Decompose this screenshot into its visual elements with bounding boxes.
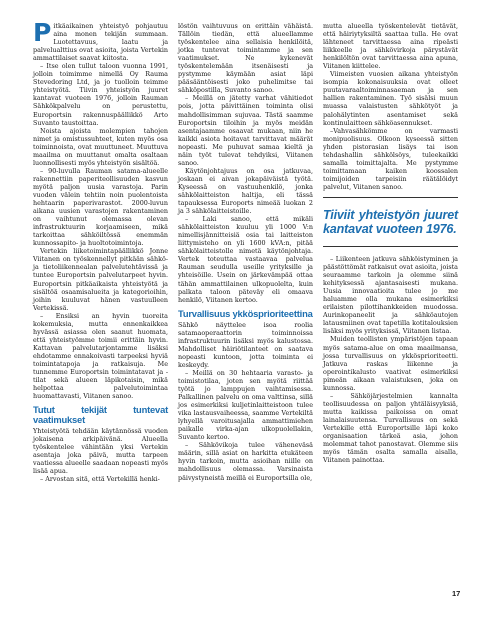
paragraph: Sähkö näyttelee isoa roolia satamaoperaattorin toiminnoissa infrastruktuurin lisäksi myös kalustossa. Mahdolliset häiriötilanteet on saatava nopeasti kuntoon, jotta toiminta ei keskeydy.	[178, 320, 313, 369]
page-number: 17	[452, 589, 461, 598]
paragraph: Käytönjohtajuus on osa jatkuvaa, joskaan ei aivan jokapäiväistä työtä. Kyseessä on vastuuhenkilö, jonka sähkölaitteiston haltija, eli tässä tapauksessa Euroports nimeää luokan 2 ja 3 sähkölaitteistoille.	[178, 166, 313, 216]
lead-paragraph	[33, 18, 168, 63]
quote-rule-top	[323, 197, 458, 198]
article-column-2	[178, 22, 313, 482]
subheading: Tutut tekijät tuntevat vaatimukset	[33, 404, 168, 426]
paragraph: – Arvostan sitä, että Vertekillä henki-	[40, 475, 160, 484]
subheading: Turvallisuus ykkösprioriteettina	[178, 307, 313, 319]
paragraph: – Meillä on jätetty varhat vähitiedot pois, jotta päivittäinen toiminta olisi mahdollisimman sujuvaa. Tästä saamme Europortsin tiloihin ja myös meidän asentajaamme osaavat mukaan, niin he kaikki asiota hoitavat tarvittavat määrät nopeasti. Me puhuvat samaa kieltä ja näin työt tulevat tehdyiksi, Viitanen sanoo.	[178, 94, 313, 167]
drop-cap: P	[33, 18, 52, 47]
paragraph: Muiden teollisten ympäristöjen tapaan myös satama-alue on oma maailmansa, jossa turvallisuus on ykkösprioriteetti. Jatkuva raskas liikenne ja operointikalusto vaativat esimerkiksi pimeän aikaan valaistuksen, joka on kunnossa.	[323, 335, 458, 392]
paragraph: – Meillä on 30 hehtaaria varasto- ja toimistotilaa, joten sen myötä riittää työtä jo lamppujen vaihtamisessa. Palkallinen palvelu on oma valttinsa, sillä jos esimerkiksi kuljetinlaitteistoon tulee vika lastausvaiheessa, saamme Vertekiltä lyhyellä varoitusajalla ammattimiehen paikalle virka-ajan ulkopuolellakin, Suvanto kertoo.	[178, 368, 313, 442]
paragraph: Vertekin liiketoimintapäällikkö Jonne Viitanen on työskennellyt pitkään sähkö- ja tietoliikennealan palvelutehtävissä ja tuntee Europortsin palvelutarpeet hyvin. Europortsin pitkäaikaista yhteistyötä ja sisältöä osaamisalueita ja kategorioihin, joihin kuuluvat hänen vastuulleen Vertekissä.	[33, 247, 168, 312]
paragraph: löstön vaihtuvuus on erittäin vähäistä. Tällöin tiedän, että alueellamme työskentelee aina sellaisia henkilöitä, jotka tuntevat toimintamme ja sen vaatimukset. Ne kykenevät työskentelemään itsenäisesti ja pystymme käymään asiat läpi pääsääntöisesti joko puhelimitse tai sähköpostilla, Suvanto sanoo.	[178, 22, 313, 95]
paragraph: – Sähköjärjestelmien kannalta teollisuudessa on paljon yhtäläisyyksiä, mutta kaikissa paikoissa on omat lainalaisuutensa. Turvallisuus on sekä Vertekille että Europortsille läpi koko organisaation tärkeä asia, johon molemmat tahot panostavat. Olemme siis myös tämän osalta samalla aisalla, Viitanen painottaa.	[323, 391, 458, 465]
article-column-3	[323, 22, 458, 464]
paragraph: – Itse olen tullut taloon vuonna 1991, jolloin toimimme nimellä Oy Rauma Stevedoring Ltd, ja jo tuolloin teimme yhteistyötä. Tiivin yhteistyön juuret kantavat vuoteen 1976, jolloin Rauman Sähkökpalvelu on perustettu, Europortsin rakennuspäällikkö Arto Suvanto taustoittaa.	[33, 62, 168, 127]
pull-quote: Tiiviit yhteistyön juuret kantavat vuoteen 1976.	[323, 207, 458, 236]
paragraph: Yhteistyötä tehdään käytännössä vuoden jokaisena arkipäivänä. Alueella työskentelee vähintään yksi Vertekin asentaja joka päivä, mutta tarpeen vaatiessa alueelle saadaan nopeasti myös lisää apua.	[33, 427, 168, 476]
paragraph: – 90-luvulla Rauman satama-alueelle rakennettiin paperiteollisuuden kasvun myötä paljon uusia varastoja. Parin vuoden välein tehtiin noin puolentoista hehtaarin paperivarastot. 2000-luvun aikana uusien varastojen rakentaminen on vaihtunut olemassa olevan infrastruktuurin korjaamiseen, mikä tarkoittaa sähköiltössä enemmän kunnossapito- ja huoltotoimintoja.	[33, 166, 168, 248]
paragraph: mutta alueella työskentelevät tietävät, että häiriytyksiltä saattaa tulla. He ovat lähteneet tarvittaessa aina ripeästi liikkeelle ja sähkövirkoja pärystävät henkilöltön ovat tarvittaessa aina apuna, Viitanen kiittelee.	[323, 22, 458, 71]
quote-rule-bottom	[323, 246, 458, 247]
paragraph: – Ensiksi an hyvin tuoreita kokemuksia, mutta ennenkaikkea hyvässä asiassa olen saanut huomata, että yhteistyömme toimii erittäin hyvin. Kattavan palvelutarjontamme lisäksi ehdotamme ennakoivasti tarpeeksi hyviä toimintatapoja ja ratkaisuja. Me tunnemme Europortsin toimintatavat ja -tilat sekä alueen läpikotaisin, mikä helpottaa palvelutoimintaa huomattavasti, Viitanen sanoo.	[33, 311, 168, 401]
lead-text: itkäaikainen yhteistyö pohjautuu aina monen tekijän summaan. Luotettavuus, laatu ja palvelualttius ovat asioita, joista Vertekin ammattilaiset saavat kiitosta.	[33, 22, 168, 63]
paragraph: –Vahvasähkömme on varmasti monipuolisuus. Olkoon kyseessä sitten yhden pistorasian lisäys tai ison tehdashallin sähkölsöys, tuleekaikki samalla toimittajalta. Me pystymme toimittamaan kaiken koossalen toimijoiden tarpeisiin räätälöidyt palvelut, Viitanen sanoo.	[323, 126, 458, 191]
paragraph: – Liikenteen jatkuva sähköistyminen ja päästöttömät ratkaisut ovat asioita, joista seuraamme tarkoin ja olemme siinä kehityksessä ajantasaisesti mukana. Uusia innovaatioita tulee jo me haluamme olla mukana esimerkiksi erilaisten pilottihankkeiden muodossa. Aurinkopaneelit ja sähköautojen latausmiinen ovat tapetilla kotitalouksien lisäksi myös yrityksissä, Viitanen listaa.	[323, 254, 458, 336]
paragraph: Noista ajoista molempien tahojen nimet ja omistussuhteet, kuten myös osa toiminnoista, ovat muuttuneet. Muuttuva maailma on muuttanut omalta osaltaan luonnollisesti myös yhteistyön sisältöä.	[33, 126, 168, 167]
paragraph: – Laki sanoo, että mikäli sähkölaitteiston kuuluu yli 1000 V:n nimellisjännitteisiä osia tai laitteiston liittymisteho on yli 1600 kVA:n, pitää sähkölaitteistolle nimetä käytönjohtaja. Vertek toteuttaa vastaavaa palvelua Rauman seudulla useille yrityksille ja yhteisöille. Usein on järkevämpää ottaa tähän ammattilainen ulkopuolelta, kuin palkata taloon päteväy eli omaava henkilö, Viitanen kertoo.	[178, 215, 313, 304]
paragraph: Viimeisten vuosien aikana yhteistyön isompia kokonaisuuksia ovat olleet puutavaraaltoiminnasaeman ja sen hallien rakentaminen. Työ sisälsi muun muassa valaistusten sähkötyöt ja palohälytinten asentamiset sekä kontinulaitteen sähköasennukset.	[323, 70, 458, 127]
article-column-1	[33, 18, 168, 484]
paragraph: – Sähkövikoja tulee väheneväsä määrin, sillä asiat on harkitta etukäteen hyvin tarkoin, mutta asioihan niille on mahdollisuus olemassa. Varsinaista päivystyneistä meillä ei Europortsilla ole,	[178, 441, 313, 482]
